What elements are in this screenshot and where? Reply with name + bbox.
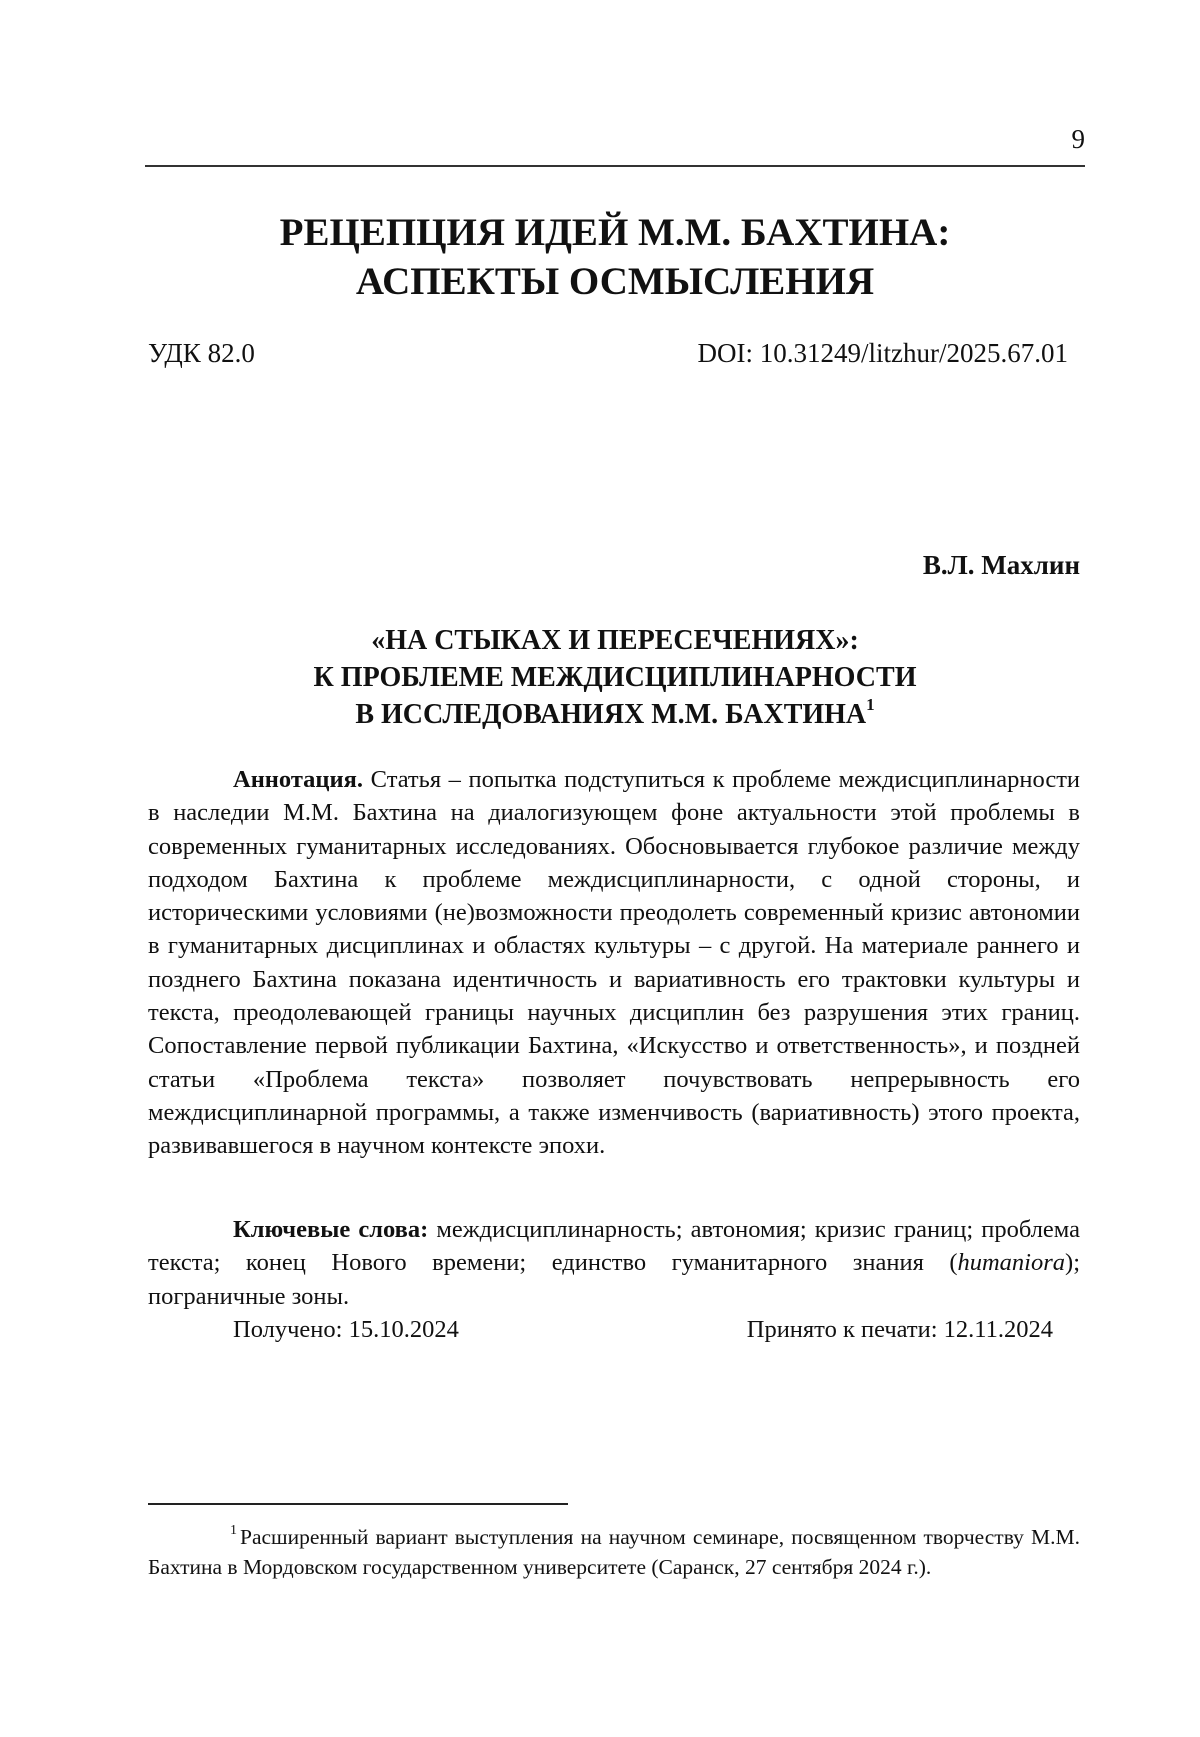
date-received: Получено: 15.10.2024 [233,1316,459,1343]
udk-code: УДК 82.0 [148,338,255,368]
footnote [148,1522,1080,1582]
keywords-paragraph [148,1213,1080,1313]
author-name: В.Л. Махлин [922,550,1080,580]
section-title-line-1: РЕЦЕПЦИЯ ИДЕЙ М.М. БАХТИНА: [279,211,951,254]
abstract [148,763,1080,1163]
article-title-line-3 [145,696,1085,733]
keywords [148,1213,1080,1313]
article-title-line-3-text: В ИССЛЕДОВАНИЯХ М.М. БАХТИНА [355,699,867,730]
abstract-label: Аннотация. [233,766,364,793]
section-title-line-2: АСПЕКТЫ ОСМЫСЛЕНИЯ [355,260,875,303]
keywords-text-after: ); пограничные зоны. [148,1249,1080,1310]
section-title [145,208,1085,306]
article-title [145,622,1085,733]
footnote-marker: 1 [230,1522,237,1538]
date-accepted: Принято к печати: 12.11.2024 [746,1316,1053,1343]
article-title-line-1: «НА СТЫКАХ И ПЕРЕСЕЧЕНИЯХ»: [371,625,859,656]
keywords-label: Ключевые слова: [233,1216,429,1243]
title-footnote-marker[interactable]: 1 [866,694,875,714]
article-title-line-2: К ПРОБЛЕМЕ МЕЖДИСЦИПЛИНАРНОСТИ [313,662,917,693]
footnote-paragraph [148,1522,1080,1582]
abstract-paragraph [148,763,1080,1163]
page-number: 9 [1071,124,1085,154]
keywords-italic-term: humaniora [957,1249,1066,1277]
footnote-rule [148,1503,568,1505]
header-rule [145,165,1085,167]
abstract-text: Статья – попытка подступиться к проблеме междисциплинарности в наследии М.М. Бахтина на диалогизующем фоне актуальности этой проблемы в современных гуманитарных исследованиях. Обосновывается глубокое различие между подходом Бахтина к проблеме междисциплинарности, с одной стороны, и историческими условиями (не)возможности преодолеть современный кризис автономии в гуманитарных дисциплинах и областях культуры – с другой. На материале раннего и позднего Бахтина показана идентичность и вариативность его трактовки культуры и текста, преодолевающей границы научных дисциплин без разрушения этих границ. Сопоставление первой публикации Бахтина, «Искусство и ответственность», и поздней статьи «Проблема текста» позволяет почувствовать непрерывность его междисциплинарной программы, а также изменчивость (вариативность) этого проекта, развивавшегося в научном контексте эпохи. [148,766,1081,1160]
doi[interactable]: DOI: 10.31249/litzhur/2025.67.01 [697,338,1068,368]
footnote-text: Расширенный вариант выступления на научном семинаре, посвященном творчеству М.М. Бахтина в Мордовском государственном университете (Саранск, 27 сентября 2024 г.). [148,1525,1080,1579]
keywords-text-before: междисциплинарность; автономия; кризис границ; проблема текста; конец Нового времени; единство гуманитарного знания ( [148,1216,1081,1277]
